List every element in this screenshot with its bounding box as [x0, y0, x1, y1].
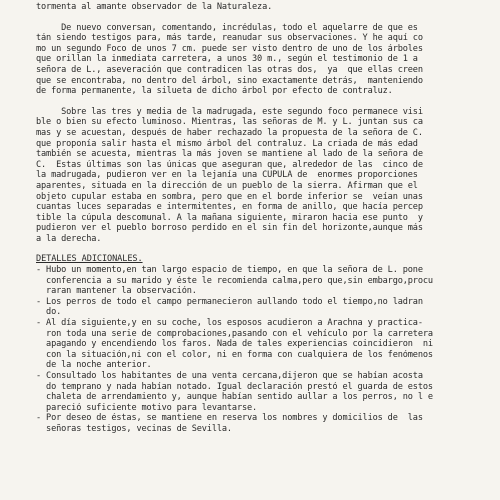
text-line: do temprano y nada habían notado. Igual declaración prestó el guarda de estos [36, 381, 433, 392]
detail-item [36, 318, 478, 371]
text-line: - Consultado los habitantes de una venta cercana,dijeron que se habían acosta [36, 371, 423, 381]
text-line: que orillan la inmediata carretera, a unos 30 m., según el testimonio de 1 a [36, 54, 418, 65]
detail-item [36, 371, 478, 413]
paragraph-second-focus [36, 23, 478, 97]
text-line: do. [36, 307, 62, 318]
text-line: tormenta al amante observador de la Naturaleza. [36, 2, 273, 12]
text-line: - Hubo un momento,en tan largo espacio de tiempo, en que la señora de L. pone [36, 265, 423, 276]
text-line: pudieron ver el pueblo borroso perdido en el sin fin del horizonte,aunque más [36, 223, 423, 234]
text-line: pareció suficiente motivo para levantarse. [36, 402, 258, 413]
text-line: - Por deseo de éstas, se mantiene en reserva los nombres y domicilios de las [36, 413, 423, 424]
text-line: De nuevo conversan, comentando, incrédulas, todo el aquelarre de que es [36, 22, 418, 33]
text-line: C. Estas últimas son las únicas que aseguran que, alrededor de las cinco de [36, 159, 423, 170]
text-line: conferencia a su marido y éste le recomienda calma,pero que,sin embargo,procu [36, 275, 433, 286]
text-line: que proponía salir hasta el mismo árbol del contraluz. La criada de más edad [36, 138, 418, 149]
text-line: la madrugada, pudieron ver en la lejanía una CUPULA de enormes proporciones [36, 170, 418, 181]
text-line: mas y se acuestan, después de haber rechazado la propuesta de la señora de C. [36, 127, 423, 138]
text-line: a la derecha. [36, 233, 102, 244]
paragraph-dome-sighting [36, 107, 478, 245]
text-line: raran mantener la observación. [36, 286, 197, 297]
section-heading: DETALLES ADICIONALES. [36, 254, 143, 265]
text-line: tán siendo testigos para, más tarde, reanudar sus observaciones. Y he aquí co [36, 33, 423, 44]
text-line: Sobre las tres y media de la madrugada, este segundo foco permanece visi [36, 106, 423, 117]
text-line: objeto cupular estaba en sombra, pero que en el borde inferior se veían unas [36, 191, 423, 202]
detail-item [36, 297, 478, 318]
text-line: con la situación,ni con el color, ni en forma con cualquiera de los fenómenos [36, 349, 433, 360]
text-line: mo un segundo Foco de unos 7 cm. puede ser visto dentro de uno de los árboles [36, 43, 423, 54]
text-line: tible la cúpula descomunal. A la mañana siguiente, miraron hacia ese punto y [36, 212, 423, 223]
text-line: ble o bien su efecto luminoso. Mientras, las señoras de M. y L. juntan sus ca [36, 117, 423, 128]
text-line: de la noche anterior. [36, 360, 152, 371]
text-line: también se acuesta, mientras la más joven se mantiene al lado de la señora de [36, 149, 423, 160]
detail-item [36, 265, 478, 297]
text-line: que se encontraba, no dentro del árbol, sino exactamente detrás, manteniendo [36, 75, 423, 86]
text-line: cuantas luces separadas e intermitentes, en forma de anillo, que hacía percep [36, 202, 423, 213]
text-line: señora de L., aseveración que contradicen las otras dos, ya que ellas creen [36, 64, 423, 75]
text-line: de forma permanente, la silueta de dicho árbol por efecto de contraluz. [36, 86, 393, 97]
paragraph-intro [36, 2, 478, 13]
text-line: señoras testigos, vecinas de Sevilla. [36, 423, 232, 434]
text-line: chaleta de arrendamiento y, aunque habían sentido aullar a los perros, no l e [36, 392, 433, 403]
text-line: apagando y encendiendo los faros. Nada de tales experiencias coincidieron ni [36, 339, 433, 350]
text-line: - Al día siguiente,y en su coche, los esposos acudieron a Arachna y practica- [36, 318, 423, 329]
text-line: ron toda una serie de comprobaciones,pasando con el vehículo por la carretera [36, 328, 433, 339]
text-line: - Los perros de todo el campo permanecieron aullando todo el tiempo,no ladran [36, 296, 423, 307]
detail-item [36, 413, 478, 434]
text-line: aparentes, situada en la dirección de un pueblo de la sierra. Afirman que el [36, 180, 418, 191]
